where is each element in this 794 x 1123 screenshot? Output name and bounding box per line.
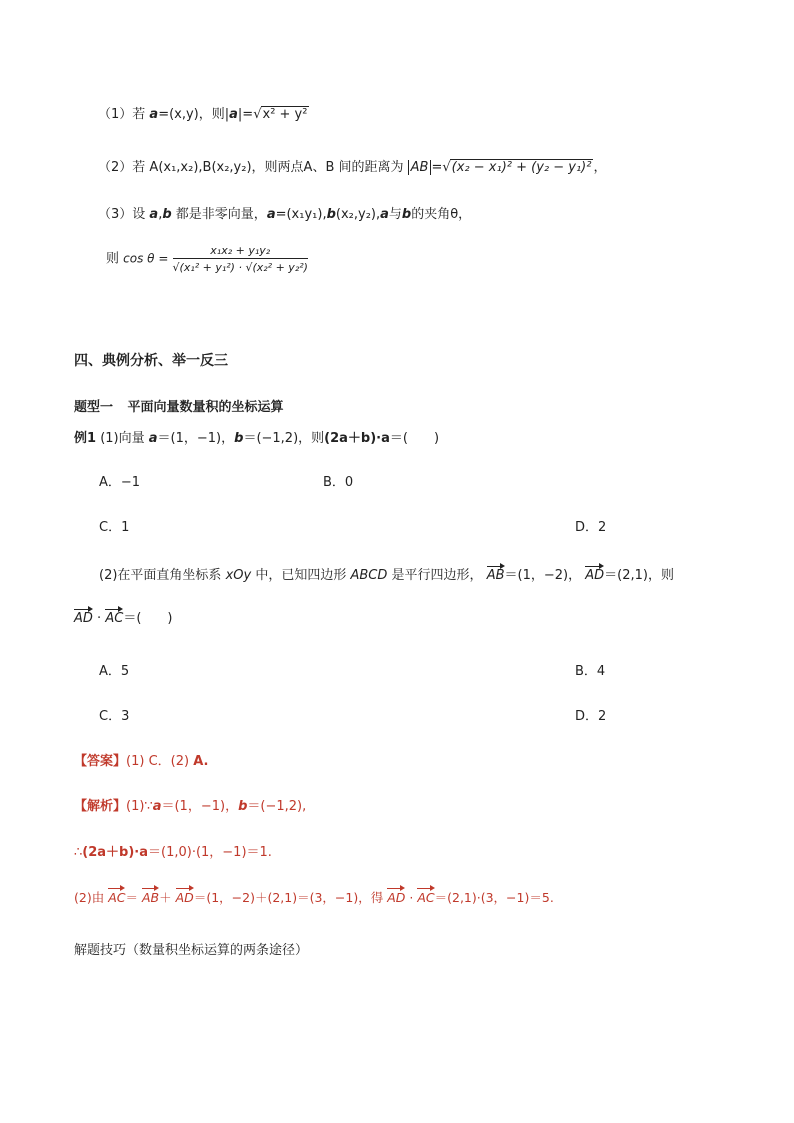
vector-ad: AD	[585, 562, 604, 583]
option-2-b: B．4	[575, 664, 606, 679]
option-1-c: C．1	[99, 520, 130, 535]
answer-text: (1) C．(2)	[126, 754, 190, 769]
example-2-question-line2	[74, 605, 172, 626]
vector-ab: AB	[487, 562, 505, 583]
formula-3-assign-b: b	[326, 207, 336, 222]
formula-3-prefix: （3）设	[98, 207, 146, 222]
formula-3-b2: b	[401, 207, 412, 222]
analysis-plus: ＋	[159, 890, 172, 905]
example-2-abcd: ABCD	[350, 568, 388, 583]
tip-line: 解题技巧（数量积坐标运算的两条途径）	[74, 943, 309, 958]
option-1-b: B．0	[323, 475, 354, 490]
analysis-vector-ad-2: AD	[387, 884, 405, 905]
formula-3-a2: a	[380, 207, 389, 222]
analysis-line-3	[74, 884, 554, 906]
formula-3-assign-a: a	[266, 207, 276, 222]
formula-2-points: A(x₁,x₂),B(x₂,y₂)	[149, 160, 252, 175]
example-2-mid2: 是平行四边形，	[391, 568, 483, 583]
option-2-c: C．3	[99, 709, 130, 724]
option-1-a: A．−1	[99, 475, 141, 490]
formula-2-end: ，	[593, 160, 607, 175]
analysis-eq: ＝	[125, 890, 138, 905]
analysis-line1-a: (1)∵	[126, 799, 153, 814]
formula-1-prefix: （1）若	[98, 107, 146, 122]
answer-bold: A.	[193, 754, 209, 769]
vector-ac: AC	[105, 605, 123, 626]
formula-1: （1）若 a=(x,y)，则|a|=√x² + y²	[98, 107, 308, 122]
fraction-numerator: x₁x₂ + y₁y₂	[173, 244, 308, 259]
analysis-b: b	[238, 799, 248, 814]
formula-4-lhs: cos θ =	[123, 251, 169, 266]
formula-3-with: 与	[388, 207, 402, 222]
formula-2-text: ，则两点A、B 间的距离为	[251, 160, 404, 175]
analysis-line2-b: ＝(1,0)·(1，−1)＝1.	[148, 845, 272, 860]
example-2-mid: 中，已知四边形	[255, 568, 347, 583]
example-label: 例1	[74, 431, 97, 446]
analysis-vector-ad: AD	[176, 884, 194, 905]
analysis-therefore: ∴	[74, 845, 83, 860]
analysis-line-1	[74, 795, 306, 814]
formula-1-var2: a	[229, 107, 238, 122]
example-1-a: a	[148, 431, 158, 446]
formula-4-prefix: 则	[106, 251, 120, 267]
analysis-line3-b: ＝(1，−2)＋(2,1)＝(3，−1)，得	[193, 890, 384, 905]
formula-3-angle: 的夹角θ，	[411, 207, 472, 222]
option-1-d: D．2	[575, 520, 607, 535]
example-2-dot: ·	[97, 611, 102, 626]
formula-1-mid: |=	[237, 107, 254, 122]
example-1-b: b	[234, 431, 244, 446]
example-1-b-val: ＝(−1,2)，则	[243, 431, 325, 446]
formula-1-radicand: x² + y²	[262, 107, 308, 122]
formula-3-a: a	[149, 207, 159, 222]
formula-3-comma: ,	[158, 207, 163, 222]
example-2-tail: ＝( )	[123, 611, 173, 626]
analysis-a-val: ＝(1，−1)，	[161, 799, 239, 814]
example-1-part1: (1)向量	[100, 431, 145, 446]
example-2-xoy: xOy	[225, 568, 252, 583]
analysis-label: 【解析】	[74, 799, 127, 814]
fraction-denominator: √(x₁² + y₁²) · √(x₂² + y₂²)	[172, 261, 308, 274]
formula-3	[98, 203, 471, 222]
formula-2: （2）若 A(x₁,x₂),B(x₂,y₂)，则两点A、B 间的距离为 AB =√(x₂ − x₁)² + (y₂ − y₁)² ，	[98, 160, 607, 175]
answer-line	[74, 750, 208, 769]
formula-1-assign: =(x,y)，则|	[158, 107, 230, 122]
example-1-tail: ＝( )	[389, 431, 440, 446]
formula-3-text: 都是非零向量，	[175, 207, 267, 222]
analysis-vector-ac: AC	[108, 884, 125, 905]
formula-1-var: a	[149, 107, 159, 122]
analysis-a: a	[152, 799, 162, 814]
example-2-ab-val: ＝(1，−2)，	[504, 568, 582, 583]
example-1-a-val: ＝(1，−1)，	[157, 431, 235, 446]
formula-3-val-b: (x₂,y₂),	[335, 207, 381, 222]
topic-heading	[74, 396, 284, 415]
analysis-b-val: ＝(−1,2),	[247, 799, 307, 814]
analysis-line3-c: ＝(2,1)·(3，−1)＝5.	[434, 890, 554, 905]
formula-3-b: b	[162, 207, 172, 222]
formula-2-radicand: (x₂ − x₁)² + (y₂ − y₁)²	[451, 160, 592, 175]
analysis-line-2	[74, 841, 272, 860]
analysis-expr: (2a＋b)·a	[82, 845, 148, 860]
formula-2-prefix: （2）若	[98, 160, 146, 175]
formula-3-val-a: =(x₁y₁),	[275, 207, 327, 222]
analysis-vector-ab: AB	[142, 884, 159, 905]
section-title: 四、典例分析、举一反三	[74, 353, 228, 369]
example-2-ad-val: ＝(2,1)，则	[604, 568, 674, 583]
answer-label: 【答案】	[74, 754, 127, 769]
example-2-line1: (2)在平面直角坐标系	[99, 568, 222, 583]
topic-label: 题型一	[74, 400, 114, 415]
formula-2-eq: =	[431, 160, 443, 175]
analysis-line3-a: (2)由	[74, 890, 105, 905]
analysis-dot: ·	[409, 890, 414, 905]
formula-4	[106, 244, 308, 274]
vector-ad-2: AD	[74, 605, 93, 626]
example-2-question-line1	[99, 562, 674, 583]
analysis-vector-ac-2: AC	[417, 884, 434, 905]
example-1-question	[74, 427, 439, 446]
cos-fraction	[173, 244, 308, 274]
formula-2-abs: AB	[408, 160, 432, 175]
topic-title: 平面向量数量积的坐标运算	[127, 400, 284, 415]
option-2-a: A．5	[99, 664, 130, 679]
option-2-d: D．2	[575, 709, 607, 724]
example-1-expr: (2a＋b)·a	[324, 431, 390, 446]
